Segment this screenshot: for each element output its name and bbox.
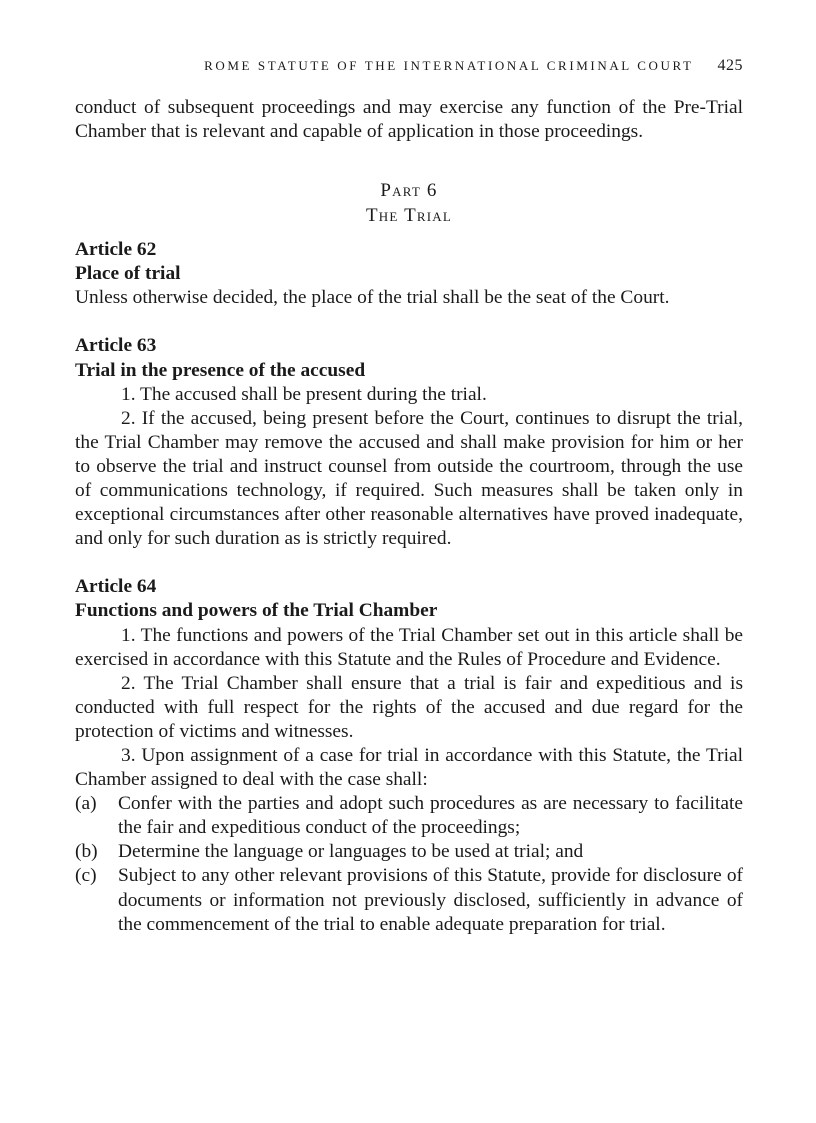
list-item-text: Determine the language or languages to be used at trial; and xyxy=(118,841,584,863)
article-title: Functions and powers of the Trial Chamber xyxy=(75,600,438,622)
article-number: Article 63 xyxy=(75,335,157,357)
article-title: Trial in the presence of the accused xyxy=(75,359,366,381)
article-paragraph: 1. The functions and powers of the Trial Chamber set out in this article shall be exercised in accordance with this Statute and the Rules of Procedure and Evidence. xyxy=(75,624,743,670)
sub-item-list xyxy=(75,792,743,937)
article-paragraph: 2. The Trial Chamber shall ensure that a trial is fair and expeditious and is conducted with full respect for the rights of the accused and due regard for the protection of victims and witnesses. xyxy=(75,672,743,742)
document-page xyxy=(75,54,743,937)
article-paragraph: Unless otherwise decided, the place of the trial shall be the seat of the Court. xyxy=(75,287,670,309)
page-number: 425 xyxy=(717,57,743,74)
list-item-text: Subject to any other relevant provisions of this Statute, provide for disclosure of documents or information not previously disclosed, sufficiently in advance of the commencement of the trial to enable adequate preparation for trial. xyxy=(118,865,743,935)
article-paragraph: 1. The accused shall be present during the trial. xyxy=(121,383,487,405)
article-64 xyxy=(75,575,743,936)
article-paragraph: 2. If the accused, being present before the Court, continues to disrupt the trial, the Trial Chamber may remove the accused and shall make provision for him or her to observe the trial and instruct counsel from outside the courtroom, through the use of communications technology, if required. Such measures shall be taken only in exceptional circumstances after other reasonable alternatives have proved inadequate, and only for such duration as is strictly required. xyxy=(75,407,743,550)
list-item xyxy=(75,840,743,864)
running-title: ROME STATUTE OF THE INTERNATIONAL CRIMINAL COURT xyxy=(204,58,694,73)
article-62 xyxy=(75,238,743,310)
article-number: Article 64 xyxy=(75,576,157,598)
article-number: Article 62 xyxy=(75,239,157,261)
article-title: Place of trial xyxy=(75,263,181,285)
running-header xyxy=(75,54,743,78)
part-title: The Trial xyxy=(365,205,453,227)
article-63 xyxy=(75,334,743,551)
list-item-marker: (c) xyxy=(75,865,97,887)
list-item xyxy=(75,792,743,840)
list-item-text: Confer with the parties and adopt such procedures as are necessary to facilitate the fair and expeditious conduct of the proceedings; xyxy=(118,793,743,839)
part-number: Part 6 xyxy=(380,180,438,202)
list-item-marker: (b) xyxy=(75,841,98,863)
article-paragraph: 3. Upon assignment of a case for trial in accordance with this Statute, the Trial Chamber assigned to deal with the case shall: xyxy=(75,744,743,791)
part-heading xyxy=(75,178,743,228)
list-item xyxy=(75,864,743,936)
continuation-paragraph: conduct of subsequent proceedings and may exercise any function of the Pre-Trial Chamber that is relevant and capable of application in those proceedings. xyxy=(75,97,743,143)
list-item-marker: (a) xyxy=(75,793,97,815)
